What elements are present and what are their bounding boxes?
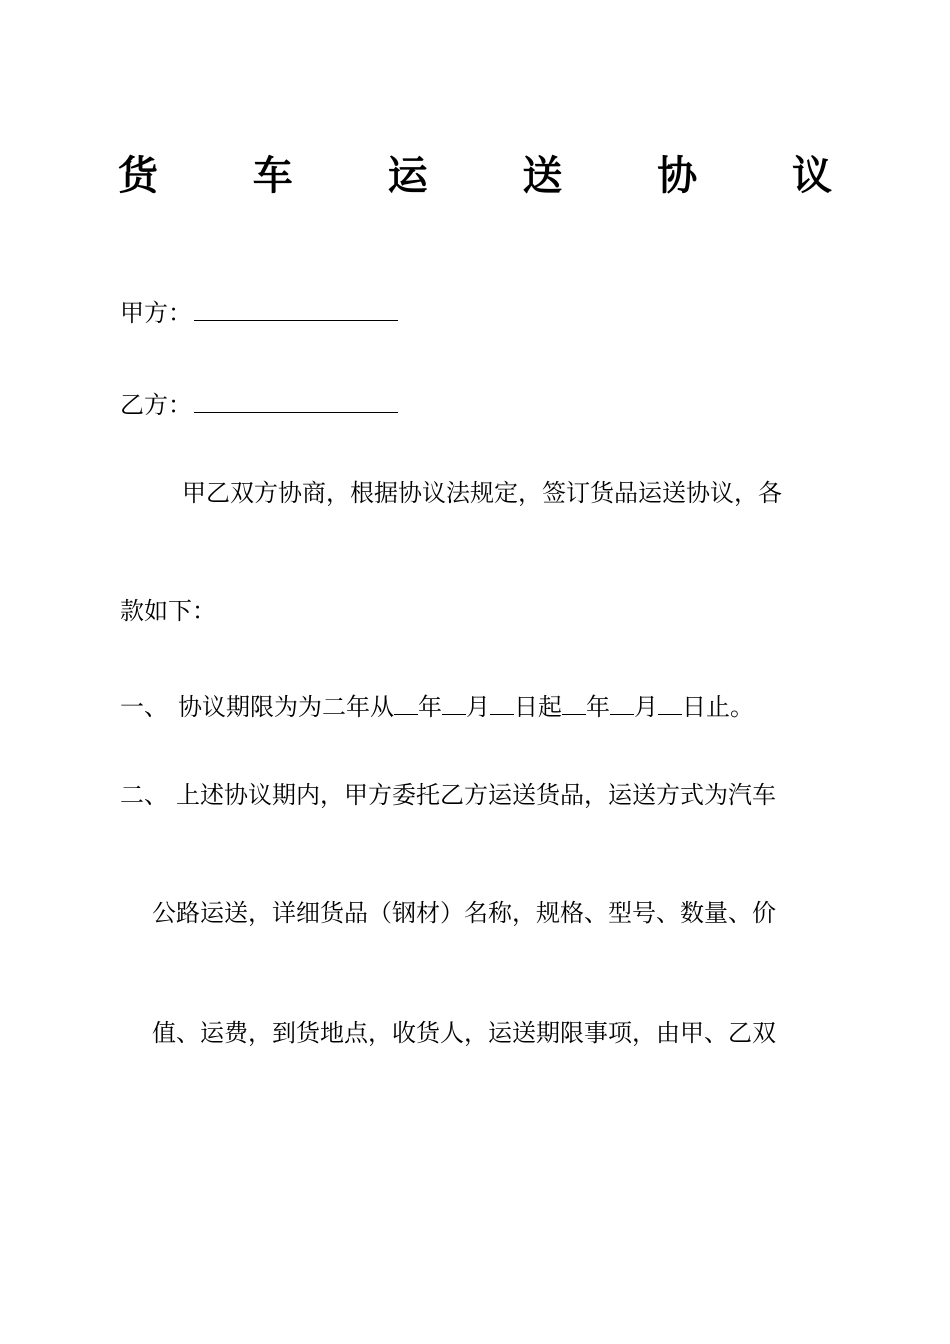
start-year-blank bbox=[394, 688, 418, 715]
party-b-label: 乙方： bbox=[120, 391, 192, 419]
clause-1-text-c: 月 bbox=[466, 693, 490, 721]
title-char-4: 送 bbox=[522, 152, 563, 199]
title-char-5: 协 bbox=[657, 152, 698, 199]
clause-2-text-1: 上述协议期内，甲方委托乙方运送货品，运送方式为汽车 bbox=[176, 781, 776, 809]
party-a-line bbox=[120, 294, 398, 330]
clause-2-line-2: 公路运送，详细货品（钢材）名称，规格、型号、数量、价 bbox=[152, 899, 776, 927]
clause-1-text-d: 日起 bbox=[514, 693, 562, 721]
title-char-6: 议 bbox=[791, 152, 832, 199]
clause-2-line-3: 值、运费，到货地点，收货人，运送期限事项，由甲、乙双 bbox=[152, 1019, 776, 1047]
clause-1-text-b: 年 bbox=[418, 693, 442, 721]
start-month-blank bbox=[442, 688, 466, 715]
clause-1-number: 一、 bbox=[120, 693, 168, 721]
intro-line-1: 甲乙双方协商，根据协议法规定，签订货品运送协议，各 bbox=[182, 479, 782, 507]
party-b-blank bbox=[194, 386, 398, 413]
party-a-blank bbox=[194, 294, 398, 321]
title-char-2: 车 bbox=[252, 152, 293, 199]
title-char-3: 运 bbox=[387, 152, 428, 199]
clause-1-text-e: 年 bbox=[586, 693, 610, 721]
party-b-line bbox=[120, 386, 398, 422]
clause-1-text-g: 日止。 bbox=[682, 693, 754, 721]
clause-1 bbox=[120, 688, 754, 724]
clause-1-text-a: 协议期限为为二年从 bbox=[178, 693, 394, 721]
document-title bbox=[118, 148, 832, 204]
clause-2-number: 二、 bbox=[120, 781, 168, 809]
party-a-label: 甲方： bbox=[120, 299, 192, 327]
title-char-1: 货 bbox=[118, 152, 158, 199]
clause-1-text-f: 月 bbox=[634, 693, 658, 721]
intro-line-2: 款如下： bbox=[120, 597, 216, 625]
end-year-blank bbox=[562, 688, 586, 715]
clause-2-line-1 bbox=[120, 778, 776, 812]
start-day-blank bbox=[490, 688, 514, 715]
end-day-blank bbox=[658, 688, 682, 715]
end-month-blank bbox=[610, 688, 634, 715]
